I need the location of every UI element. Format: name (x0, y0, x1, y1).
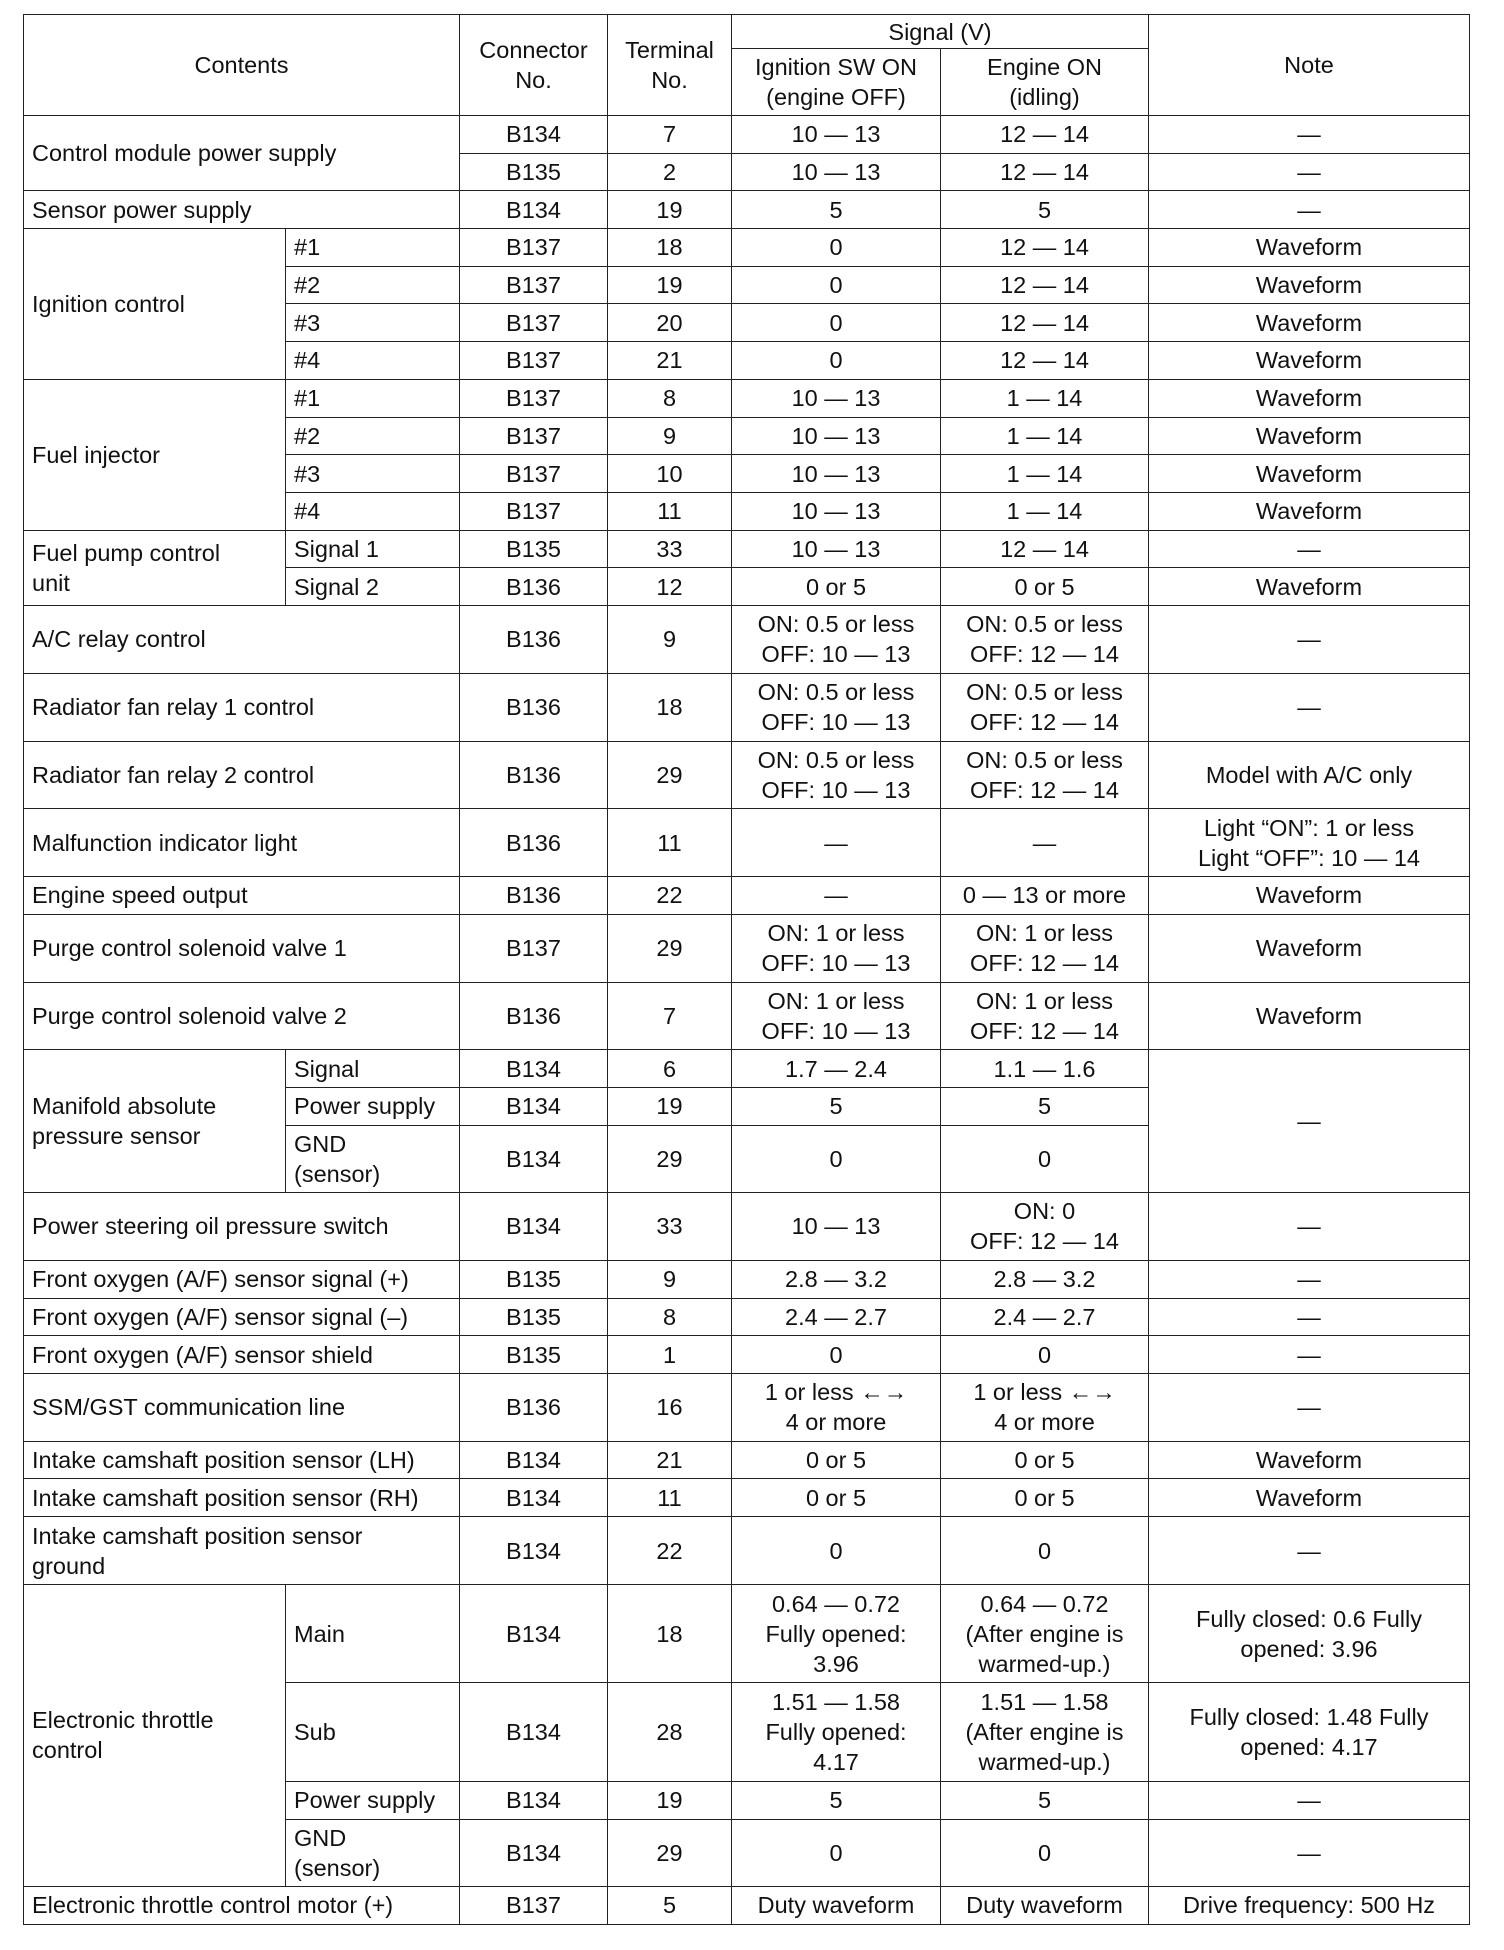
sub-contents-cell: #2 (286, 266, 460, 304)
table-row (24, 1886, 1470, 1924)
table-row (24, 1050, 1470, 1088)
header-note: Note (1149, 15, 1470, 116)
sub-contents-cell: #3 (286, 455, 460, 493)
ignition-value-cell: 0.64 — 0.72 Fully opened: 3.96 (732, 1584, 941, 1683)
contents-cell: A/C relay control (24, 605, 460, 673)
connector-cell: B137 (460, 914, 608, 982)
terminal-cell: 9 (608, 417, 732, 455)
table-row (24, 1260, 1470, 1298)
terminal-cell: 11 (608, 809, 732, 877)
note-cell: Fully closed: 0.6 Fully opened: 3.96 (1149, 1584, 1470, 1683)
header-connector-no: Connector No. (460, 15, 608, 116)
ignition-value-cell: — (732, 877, 941, 915)
engine-value-cell: 0.64 — 0.72 (After engine is warmed-up.) (941, 1584, 1149, 1683)
sub-contents-cell: #4 (286, 492, 460, 530)
engine-value-cell: 0 (941, 1819, 1149, 1886)
note-cell: Waveform (1149, 304, 1470, 342)
ignition-value-cell: 5 (732, 1088, 941, 1126)
note-cell: — (1149, 1819, 1470, 1886)
ignition-value-cell: Duty waveform (732, 1886, 941, 1924)
terminal-cell: 16 (608, 1373, 732, 1441)
note-cell: — (1149, 153, 1470, 191)
sub-contents-cell: Power supply (286, 1781, 460, 1819)
contents-cell: Sensor power supply (24, 191, 460, 229)
contents-cell: Control module power supply (24, 116, 460, 191)
note-cell: — (1149, 1298, 1470, 1336)
note-cell: Waveform (1149, 379, 1470, 417)
ignition-value-cell: 0 (732, 1517, 941, 1585)
header-terminal-no: Terminal No. (608, 15, 732, 116)
note-cell: — (1149, 605, 1470, 673)
table-row (24, 741, 1470, 809)
terminal-cell: 8 (608, 379, 732, 417)
connector-cell: B134 (460, 1441, 608, 1479)
contents-cell: Front oxygen (A/F) sensor shield (24, 1336, 460, 1374)
header-signal: Signal (V) (732, 15, 1149, 49)
table-row (24, 1336, 1470, 1374)
connector-cell: B134 (460, 1781, 608, 1819)
header-engine-on: Engine ON (idling) (941, 49, 1149, 116)
connector-cell: B134 (460, 1088, 608, 1126)
contents-cell: SSM/GST communication line (24, 1373, 460, 1441)
terminal-cell: 2 (608, 153, 732, 191)
connector-cell: B134 (460, 1683, 608, 1782)
ignition-value-cell: 5 (732, 1781, 941, 1819)
ignition-value-cell: 0 (732, 1336, 941, 1374)
note-cell: Drive frequency: 500 Hz (1149, 1886, 1470, 1924)
note-cell: Waveform (1149, 1441, 1470, 1479)
note-cell: — (1149, 1050, 1470, 1193)
sub-contents-cell: GND (sensor) (286, 1819, 460, 1886)
engine-value-cell: ON: 0.5 or less OFF: 12 — 14 (941, 605, 1149, 673)
note-cell: — (1149, 1781, 1470, 1819)
terminal-cell: 7 (608, 116, 732, 154)
terminal-cell: 28 (608, 1683, 732, 1782)
note-cell: — (1149, 673, 1470, 741)
engine-value-cell: 1.51 — 1.58 (After engine is warmed-up.) (941, 1683, 1149, 1782)
terminal-cell: 22 (608, 1517, 732, 1585)
connector-cell: B134 (460, 1819, 608, 1886)
table-row (24, 1373, 1470, 1441)
table-row (24, 982, 1470, 1050)
ignition-value-cell: 0 (732, 1819, 941, 1886)
sub-contents-cell: Signal 1 (286, 530, 460, 568)
terminal-cell: 11 (608, 492, 732, 530)
terminal-cell: 7 (608, 982, 732, 1050)
engine-value-cell: 0 (941, 1125, 1149, 1192)
engine-value-cell: ON: 0 OFF: 12 — 14 (941, 1193, 1149, 1261)
connector-cell: B137 (460, 1886, 608, 1924)
ignition-value-cell: 0 (732, 342, 941, 380)
connector-cell: B136 (460, 809, 608, 877)
engine-value-cell: ON: 1 or less OFF: 12 — 14 (941, 914, 1149, 982)
connector-cell: B135 (460, 153, 608, 191)
engine-value-cell: 5 (941, 1088, 1149, 1126)
ignition-value-cell: 2.4 — 2.7 (732, 1298, 941, 1336)
table-row (24, 1441, 1470, 1479)
sub-contents-cell: #4 (286, 342, 460, 380)
terminal-cell: 21 (608, 1441, 732, 1479)
ignition-value-cell: 0 or 5 (732, 1441, 941, 1479)
engine-value-cell: — (941, 809, 1149, 877)
engine-value-cell: 1 — 14 (941, 417, 1149, 455)
engine-value-cell: ON: 1 or less OFF: 12 — 14 (941, 982, 1149, 1050)
table-row (24, 809, 1470, 877)
note-cell: — (1149, 116, 1470, 154)
engine-value-cell: 1 — 14 (941, 455, 1149, 493)
ecm-terminal-table (23, 14, 1470, 1925)
note-cell: Light “ON”: 1 or less Light “OFF”: 10 — 14 (1149, 809, 1470, 877)
ignition-value-cell: 2.8 — 3.2 (732, 1260, 941, 1298)
note-cell: Waveform (1149, 982, 1470, 1050)
terminal-cell: 29 (608, 1125, 732, 1192)
note-cell: Waveform (1149, 417, 1470, 455)
ignition-value-cell: 10 — 13 (732, 153, 941, 191)
connector-cell: B136 (460, 741, 608, 809)
table-row (24, 191, 1470, 229)
engine-value-cell: 5 (941, 191, 1149, 229)
connector-cell: B136 (460, 673, 608, 741)
connector-cell: B134 (460, 1517, 608, 1585)
terminal-signal-table-page (23, 14, 1470, 1925)
ignition-value-cell: 10 — 13 (732, 379, 941, 417)
engine-value-cell: 0 or 5 (941, 568, 1149, 606)
terminal-cell: 12 (608, 568, 732, 606)
note-cell: Model with A/C only (1149, 741, 1470, 809)
contents-cell: Electronic throttle control motor (+) (24, 1886, 460, 1924)
engine-value-cell: 12 — 14 (941, 116, 1149, 154)
terminal-cell: 21 (608, 342, 732, 380)
connector-cell: B135 (460, 1260, 608, 1298)
note-cell: — (1149, 530, 1470, 568)
ignition-value-cell: 10 — 13 (732, 1193, 941, 1261)
terminal-cell: 29 (608, 1819, 732, 1886)
terminal-cell: 20 (608, 304, 732, 342)
terminal-cell: 19 (608, 1088, 732, 1126)
terminal-cell: 22 (608, 877, 732, 915)
terminal-cell: 18 (608, 229, 732, 267)
connector-cell: B135 (460, 530, 608, 568)
note-cell: — (1149, 1373, 1470, 1441)
note-cell: Waveform (1149, 266, 1470, 304)
connector-cell: B137 (460, 379, 608, 417)
connector-cell: B135 (460, 1298, 608, 1336)
ignition-value-cell: 0 or 5 (732, 568, 941, 606)
engine-value-cell: 0 or 5 (941, 1479, 1149, 1517)
contents-cell: Intake camshaft position sensor ground (24, 1517, 460, 1585)
note-cell: Waveform (1149, 229, 1470, 267)
contents-cell: Front oxygen (A/F) sensor signal (–) (24, 1298, 460, 1336)
table-row (24, 605, 1470, 673)
connector-cell: B136 (460, 605, 608, 673)
terminal-cell: 8 (608, 1298, 732, 1336)
engine-value-cell: 12 — 14 (941, 342, 1149, 380)
connector-cell: B134 (460, 1479, 608, 1517)
header-ignition-sw-on: Ignition SW ON (engine OFF) (732, 49, 941, 116)
engine-value-cell: 0 (941, 1336, 1149, 1374)
sub-contents-cell: Power supply (286, 1088, 460, 1126)
connector-cell: B136 (460, 982, 608, 1050)
connector-cell: B137 (460, 417, 608, 455)
sub-contents-cell: #1 (286, 229, 460, 267)
ignition-value-cell: 10 — 13 (732, 492, 941, 530)
contents-cell: Purge control solenoid valve 1 (24, 914, 460, 982)
ignition-value-cell: 0 (732, 304, 941, 342)
sub-contents-cell: #3 (286, 304, 460, 342)
terminal-cell: 29 (608, 741, 732, 809)
terminal-cell: 18 (608, 1584, 732, 1683)
note-cell: — (1149, 1193, 1470, 1261)
connector-cell: B137 (460, 304, 608, 342)
sub-contents-cell: Signal (286, 1050, 460, 1088)
ignition-value-cell: ON: 1 or less OFF: 10 — 13 (732, 914, 941, 982)
engine-value-cell: 12 — 14 (941, 304, 1149, 342)
contents-cell: Radiator fan relay 2 control (24, 741, 460, 809)
ignition-value-cell: — (732, 809, 941, 877)
contents-cell: Purge control solenoid valve 2 (24, 982, 460, 1050)
note-cell: — (1149, 1336, 1470, 1374)
note-cell: Waveform (1149, 455, 1470, 493)
contents-cell: Electronic throttle control (24, 1584, 286, 1886)
terminal-cell: 6 (608, 1050, 732, 1088)
table-row (24, 1193, 1470, 1261)
engine-value-cell: 12 — 14 (941, 266, 1149, 304)
note-cell: — (1149, 1517, 1470, 1585)
ignition-value-cell: 10 — 13 (732, 116, 941, 154)
engine-value-cell: ON: 0.5 or less OFF: 12 — 14 (941, 741, 1149, 809)
engine-value-cell: 1 — 14 (941, 492, 1149, 530)
engine-value-cell: 2.4 — 2.7 (941, 1298, 1149, 1336)
engine-value-cell: ON: 0.5 or less OFF: 12 — 14 (941, 673, 1149, 741)
sub-contents-cell: Signal 2 (286, 568, 460, 606)
connector-cell: B137 (460, 342, 608, 380)
ignition-value-cell: 0 or 5 (732, 1479, 941, 1517)
table-row (24, 1479, 1470, 1517)
engine-value-cell: 12 — 14 (941, 229, 1149, 267)
engine-value-cell: 1.1 — 1.6 (941, 1050, 1149, 1088)
note-cell: — (1149, 191, 1470, 229)
engine-value-cell: 0 — 13 or more (941, 877, 1149, 915)
ignition-value-cell: 1.7 — 2.4 (732, 1050, 941, 1088)
engine-value-cell: 0 (941, 1517, 1149, 1585)
ignition-value-cell: ON: 0.5 or less OFF: 10 — 13 (732, 605, 941, 673)
table-row (24, 914, 1470, 982)
ignition-value-cell: 5 (732, 191, 941, 229)
terminal-cell: 19 (608, 266, 732, 304)
connector-cell: B137 (460, 492, 608, 530)
header-contents: Contents (24, 15, 460, 116)
sub-contents-cell: Main (286, 1584, 460, 1683)
table-row (24, 1584, 1470, 1683)
table-row (24, 229, 1470, 267)
terminal-cell: 5 (608, 1886, 732, 1924)
connector-cell: B137 (460, 455, 608, 493)
note-cell: — (1149, 1260, 1470, 1298)
terminal-cell: 19 (608, 191, 732, 229)
terminal-cell: 18 (608, 673, 732, 741)
ignition-value-cell: 10 — 13 (732, 455, 941, 493)
sub-contents-cell: Sub (286, 1683, 460, 1782)
contents-cell: Fuel pump control unit (24, 530, 286, 605)
contents-cell: Manifold absolute pressure sensor (24, 1050, 286, 1193)
terminal-cell: 19 (608, 1781, 732, 1819)
contents-cell: Malfunction indicator light (24, 809, 460, 877)
contents-cell: Engine speed output (24, 877, 460, 915)
engine-value-cell: 1 or less ←→ 4 or more (941, 1373, 1149, 1441)
table-row (24, 1298, 1470, 1336)
ignition-value-cell: 10 — 13 (732, 530, 941, 568)
connector-cell: B134 (460, 1193, 608, 1261)
ignition-value-cell: 0 (732, 1125, 941, 1192)
sub-contents-cell: #2 (286, 417, 460, 455)
note-cell: Waveform (1149, 342, 1470, 380)
connector-cell: B135 (460, 1336, 608, 1374)
table-row (24, 116, 1470, 154)
terminal-cell: 10 (608, 455, 732, 493)
ignition-value-cell: ON: 1 or less OFF: 10 — 13 (732, 982, 941, 1050)
terminal-cell: 1 (608, 1336, 732, 1374)
engine-value-cell: 2.8 — 3.2 (941, 1260, 1149, 1298)
terminal-cell: 29 (608, 914, 732, 982)
connector-cell: B134 (460, 1050, 608, 1088)
connector-cell: B136 (460, 568, 608, 606)
note-cell: Fully closed: 1.48 Fully opened: 4.17 (1149, 1683, 1470, 1782)
ignition-value-cell: 1.51 — 1.58 Fully opened: 4.17 (732, 1683, 941, 1782)
engine-value-cell: 12 — 14 (941, 530, 1149, 568)
terminal-cell: 33 (608, 1193, 732, 1261)
table-row (24, 673, 1470, 741)
terminal-cell: 9 (608, 1260, 732, 1298)
engine-value-cell: 5 (941, 1781, 1149, 1819)
note-cell: Waveform (1149, 568, 1470, 606)
ignition-value-cell: 1 or less ←→ 4 or more (732, 1373, 941, 1441)
table-row (24, 530, 1470, 568)
ignition-value-cell: ON: 0.5 or less OFF: 10 — 13 (732, 741, 941, 809)
contents-cell: Radiator fan relay 1 control (24, 673, 460, 741)
contents-cell: Power steering oil pressure switch (24, 1193, 460, 1261)
engine-value-cell: 1 — 14 (941, 379, 1149, 417)
contents-cell: Intake camshaft position sensor (RH) (24, 1479, 460, 1517)
engine-value-cell: Duty waveform (941, 1886, 1149, 1924)
connector-cell: B136 (460, 877, 608, 915)
terminal-cell: 11 (608, 1479, 732, 1517)
terminal-cell: 33 (608, 530, 732, 568)
connector-cell: B134 (460, 116, 608, 154)
note-cell: Waveform (1149, 877, 1470, 915)
ignition-value-cell: 0 (732, 229, 941, 267)
note-cell: Waveform (1149, 1479, 1470, 1517)
contents-cell: Intake camshaft position sensor (LH) (24, 1441, 460, 1479)
engine-value-cell: 12 — 14 (941, 153, 1149, 191)
note-cell: Waveform (1149, 914, 1470, 982)
contents-cell: Fuel injector (24, 379, 286, 530)
terminal-cell: 9 (608, 605, 732, 673)
note-cell: Waveform (1149, 492, 1470, 530)
table-row (24, 877, 1470, 915)
connector-cell: B134 (460, 191, 608, 229)
ignition-value-cell: 10 — 13 (732, 417, 941, 455)
ignition-value-cell: 0 (732, 266, 941, 304)
sub-contents-cell: GND (sensor) (286, 1125, 460, 1192)
contents-cell: Ignition control (24, 229, 286, 380)
table-row (24, 1517, 1470, 1585)
connector-cell: B136 (460, 1373, 608, 1441)
sub-contents-cell: #1 (286, 379, 460, 417)
table-row (24, 379, 1470, 417)
connector-cell: B134 (460, 1125, 608, 1192)
contents-cell: Front oxygen (A/F) sensor signal (+) (24, 1260, 460, 1298)
connector-cell: B137 (460, 229, 608, 267)
ignition-value-cell: ON: 0.5 or less OFF: 10 — 13 (732, 673, 941, 741)
connector-cell: B137 (460, 266, 608, 304)
engine-value-cell: 0 or 5 (941, 1441, 1149, 1479)
connector-cell: B134 (460, 1584, 608, 1683)
